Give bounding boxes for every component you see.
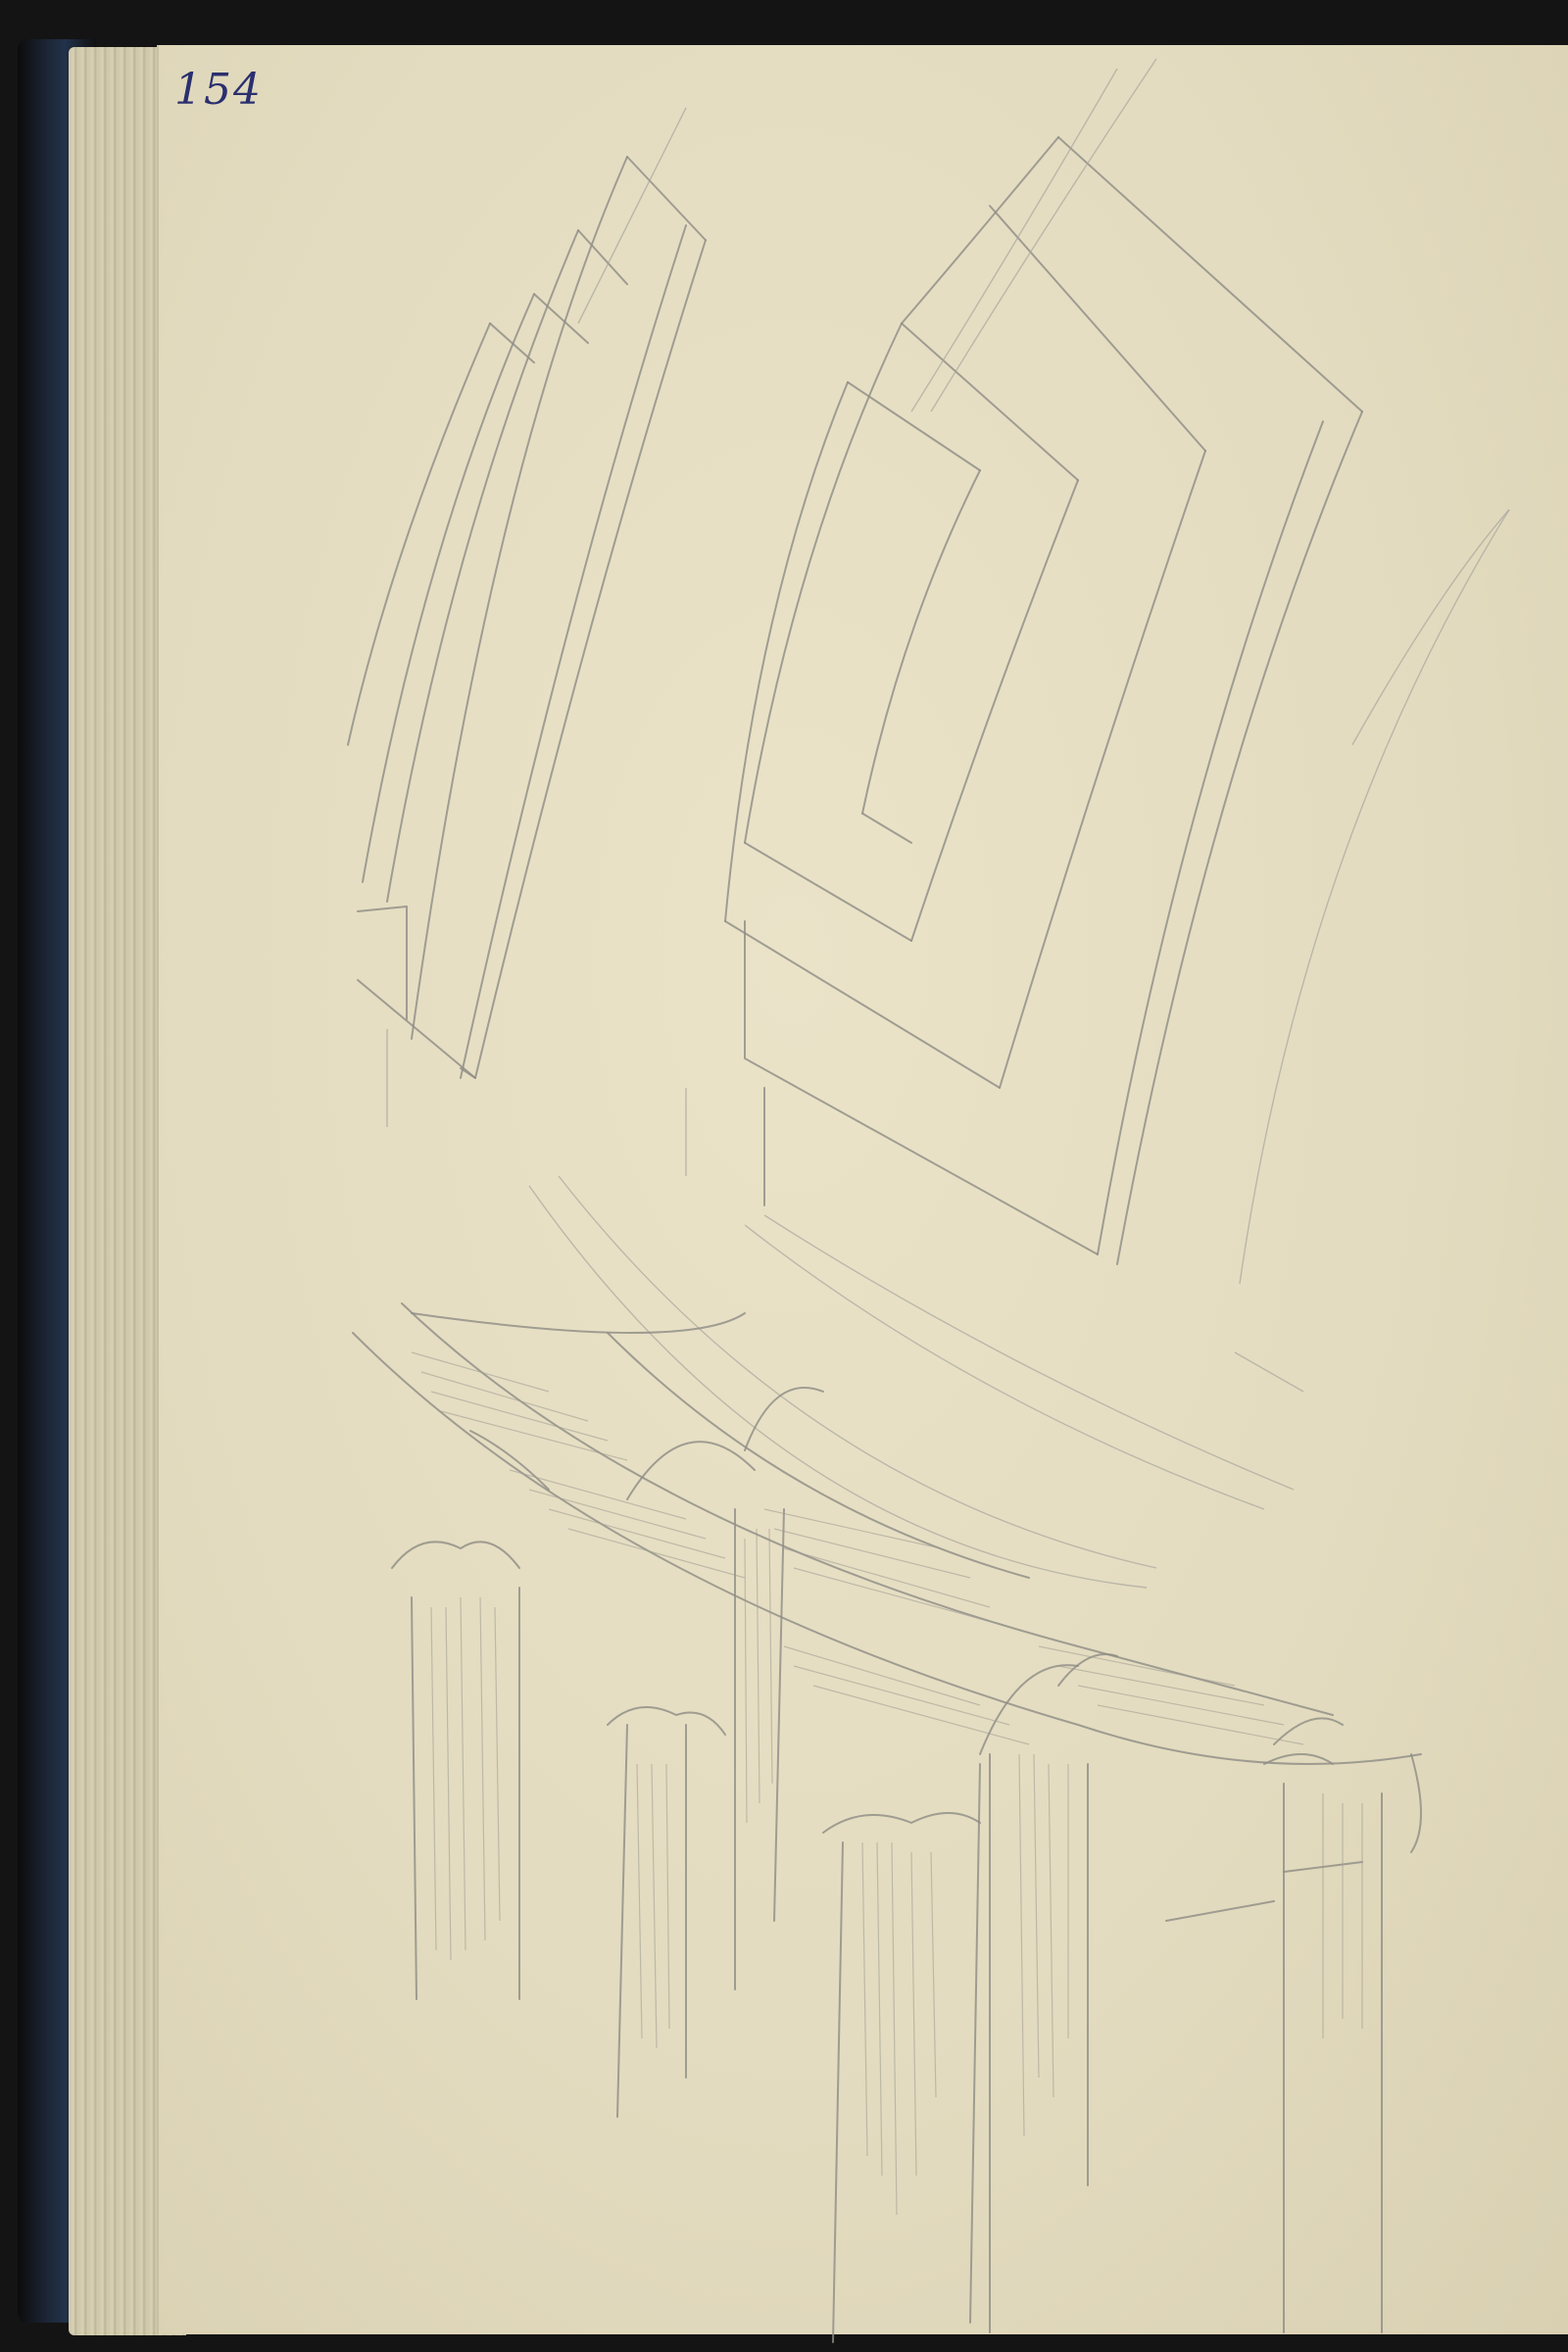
sketch-coffered-panel bbox=[686, 59, 1509, 1284]
sketch-colonnade bbox=[353, 1303, 1421, 2342]
sketch-left-moulding bbox=[348, 108, 706, 1127]
page-number: 154 bbox=[174, 65, 263, 115]
sketch-arcs bbox=[529, 1176, 1303, 1588]
